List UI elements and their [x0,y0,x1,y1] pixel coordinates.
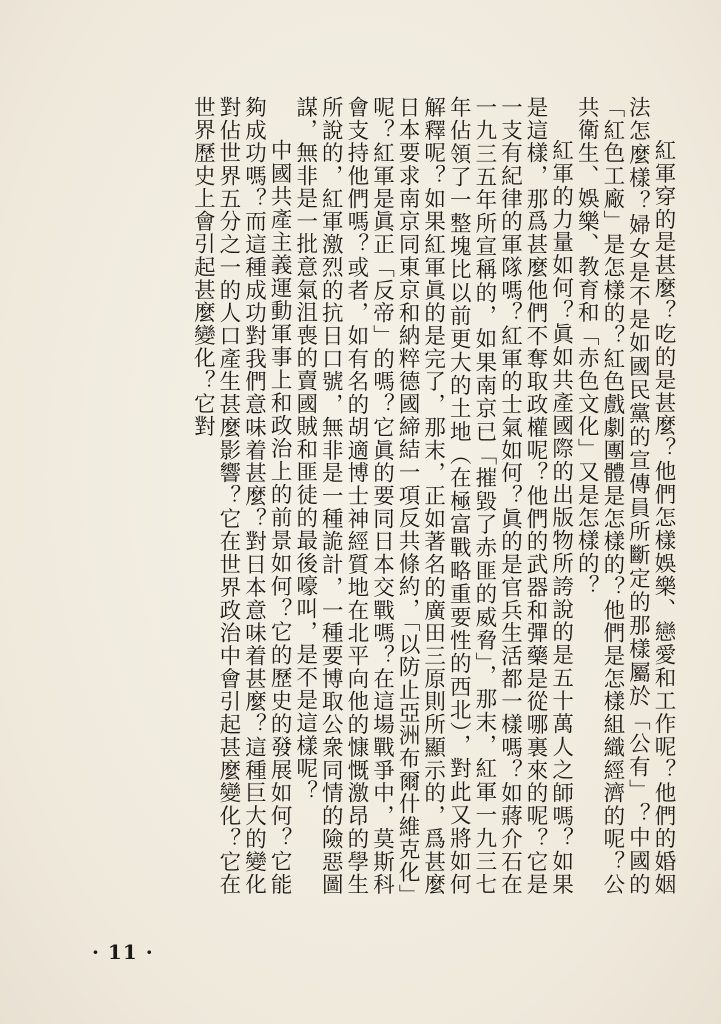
page-number: · 11 · [92,940,154,964]
paragraph-3: 中國共產主義運動軍事上和政治上的前景如何？它的歷史的發展如何？它能夠成功嗎？而這種成功對我們意味着甚麼？對日本意味着甚麼？這種巨大的變化對佔世界五分之一的人口產生甚麼影響？它在世界政治中會引起甚麼變化？它在世界歷史上會引起甚麼變化？它對 [190,96,293,896]
paragraph-2: 紅軍的力量如何？眞如共產國際的出版物所誇說的是五十萬人之師嗎？如果是這樣，那爲甚麼他們不奪取政權呢？他們的武器和彈藥是從哪裏來的呢？它是一支有紀律的軍隊嗎？紅軍的士氣如何？眞的是官兵生活都一樣嗎？如蔣介石在一九三五年所宣稱的，如果南京已「摧毀了赤匪的威脅」，那末，紅軍一九三七年佔領了一整塊比以前更大的土地（在極富戰略重要性的西北），對此又將如何解釋呢？如果紅軍眞的是完了，那末，正如著名的廣田三原則所顯示的，爲甚麼日本要求南京同東京和納粹德國締結一項反共條約，「以防止亞洲布爾什維克化」呢？紅軍是眞正「反帝」的嗎？它眞的要同日本交戰嗎？在這場戰爭中，莫斯科會支持他們嗎？或者，如有名的胡適博士神經質地在北平向他的慷慨激昂的學生所說的，紅軍激烈的抗日口號，無非是一種詭計，一種要博取公衆同情的險惡圖謀，無非是一批意氣沮喪的賣國賊和匪徒的最後嚎叫，是不是這樣呢？ [292,96,574,896]
paragraph-1: 紅軍穿的是甚麼？吃的是甚麼？他們怎樣娛樂、戀愛和工作呢？他們的婚姻法怎麼樣？婦女是不是如國民黨的宣傳員所斷定的那樣屬於「公有」？中國的「紅色工廠」是怎樣的？紅色戲劇團體是怎樣的？他們是怎樣組織經濟的呢？公共衛生、娛樂、教育和「赤色文化」又是怎樣的？ [574,96,676,896]
vertical-text-body [96,96,676,896]
